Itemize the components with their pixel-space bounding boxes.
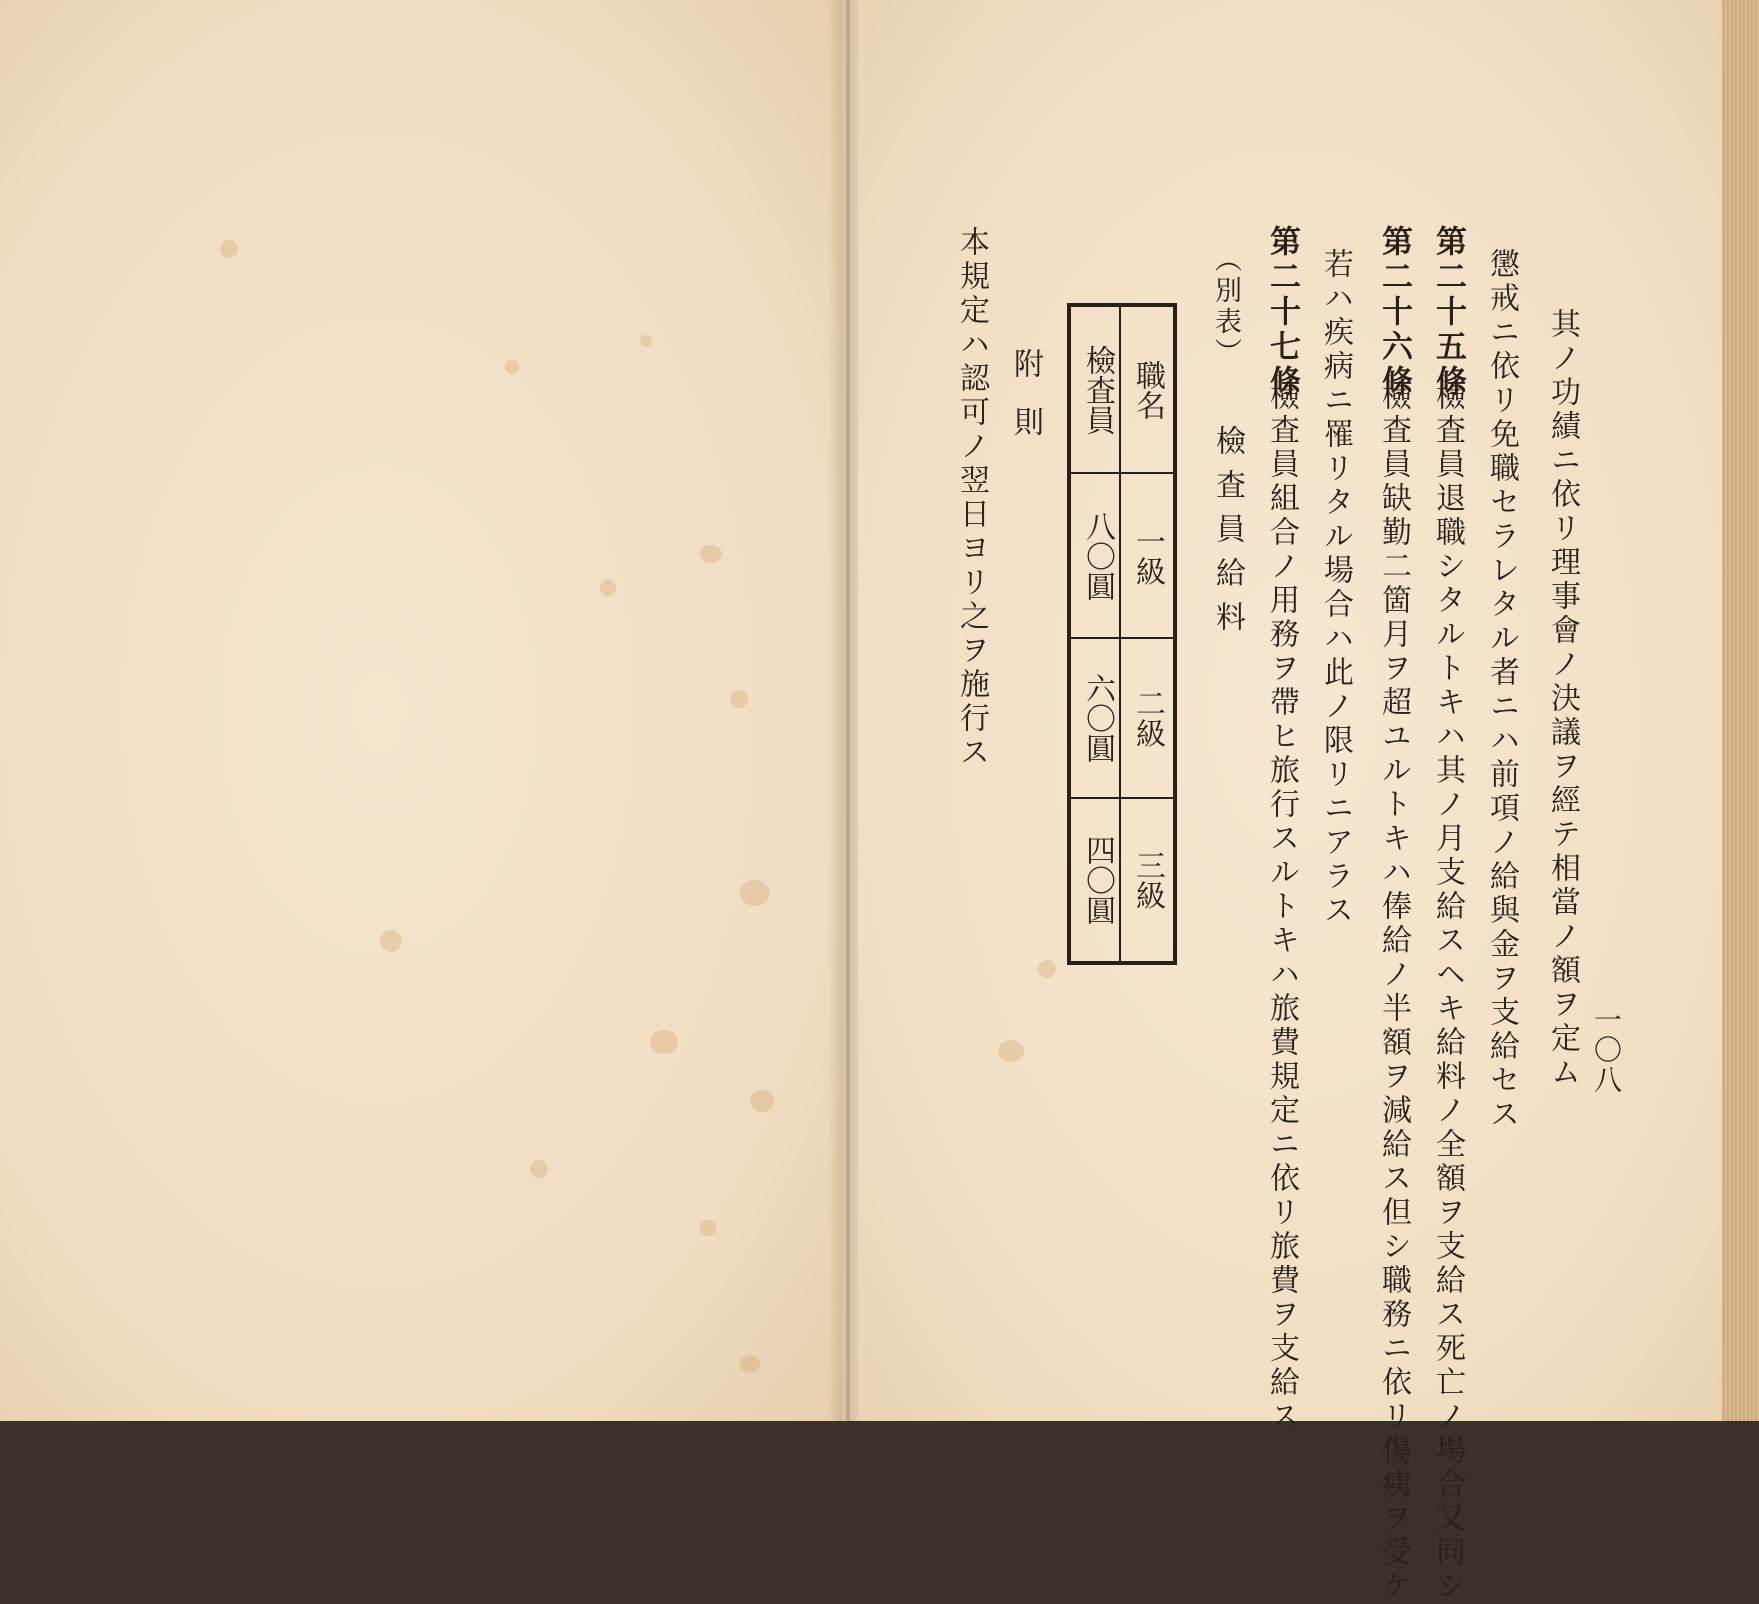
foxing-spot [700, 545, 722, 563]
article-27-title: 第二十七條 [1264, 225, 1300, 400]
foxing-spot [730, 690, 748, 708]
row-position-label: 檢査員 [1080, 344, 1115, 435]
foxing-spot [650, 1030, 678, 1054]
foxing-spot [505, 360, 519, 374]
row-position-cell [1071, 307, 1123, 472]
text-line-disciplinary: 懲戒ニ依リ免職セラレタル者ニハ前項ノ給與金ヲ支給セス [1484, 248, 1519, 1132]
header-grade-1-cell [1121, 474, 1173, 637]
header-grade-3: 三級 [1130, 850, 1165, 910]
article-25-title: 第二十五條 [1430, 225, 1466, 400]
supplementary-text: 本規定ハ認可ノ翌日ヨリ之ヲ施行ス [954, 226, 989, 770]
article-27-text: 檢査員組合ノ用務ヲ帶ヒ旅行スルトキハ旅費規定ニ依リ旅費ヲ支給ス [1264, 380, 1299, 1434]
salary-grade-1-cell [1071, 474, 1123, 637]
foxing-spot [380, 930, 402, 952]
left-page-blank [0, 0, 842, 1421]
foxing-spot [700, 1220, 716, 1236]
article-26-title: 第二十六條 [1376, 225, 1412, 400]
foxing-spot [750, 1090, 774, 1112]
foxing-spot [998, 1040, 1024, 1062]
page-number: 一〇八 [1590, 1005, 1623, 1095]
page-edges [1722, 0, 1759, 1421]
foxing-spot [600, 580, 616, 596]
article-26-continuation: 若ハ疾病ニ罹リタル場合ハ此ノ限リニアラス [1318, 248, 1353, 928]
foxing-spot [740, 880, 770, 906]
salary-grade-3-cell [1071, 799, 1123, 961]
appendix-label: （別表） [1210, 245, 1241, 369]
supplementary-heading: 附則 [1008, 348, 1043, 464]
salary-table [1067, 303, 1177, 965]
header-position-cell [1121, 307, 1173, 472]
table-data-column [1071, 307, 1123, 961]
header-grade-2: 二級 [1130, 688, 1165, 748]
foxing-spot [640, 335, 652, 347]
text-line-merit: 其ノ功績ニ依リ理事會ノ決議ヲ經テ相當ノ額ヲ定ム [1545, 308, 1580, 1090]
header-grade-1: 一級 [1130, 525, 1165, 586]
table-title: 檢査員給料 [1210, 425, 1245, 645]
salary-grade-3: 四〇圓 [1080, 835, 1115, 925]
header-position-label: 職名 [1130, 359, 1165, 420]
salary-grade-2-cell [1071, 639, 1123, 797]
foxing-spot [220, 240, 238, 258]
table-header-column [1119, 307, 1173, 961]
header-grade-2-cell [1121, 639, 1173, 797]
foxing-spot [1038, 960, 1056, 978]
foxing-spot [530, 1160, 548, 1178]
foxing-spot [740, 1355, 760, 1373]
salary-grade-1: 八〇圓 [1080, 510, 1115, 601]
salary-grade-2: 六〇圓 [1080, 673, 1115, 763]
header-grade-3-cell [1121, 799, 1173, 961]
article-25-text: 檢査員退職シタルトキハ其ノ月支給スヘキ給料ノ全額ヲ支給ス死亡ノ場合又同シ [1430, 380, 1465, 1604]
article-26-text: 檢査員缺勤二箇月ヲ超ユルトキハ俸給ノ半額ヲ減給ス但シ職務ニ依リ傷痍ヲ受ケ [1376, 380, 1411, 1604]
